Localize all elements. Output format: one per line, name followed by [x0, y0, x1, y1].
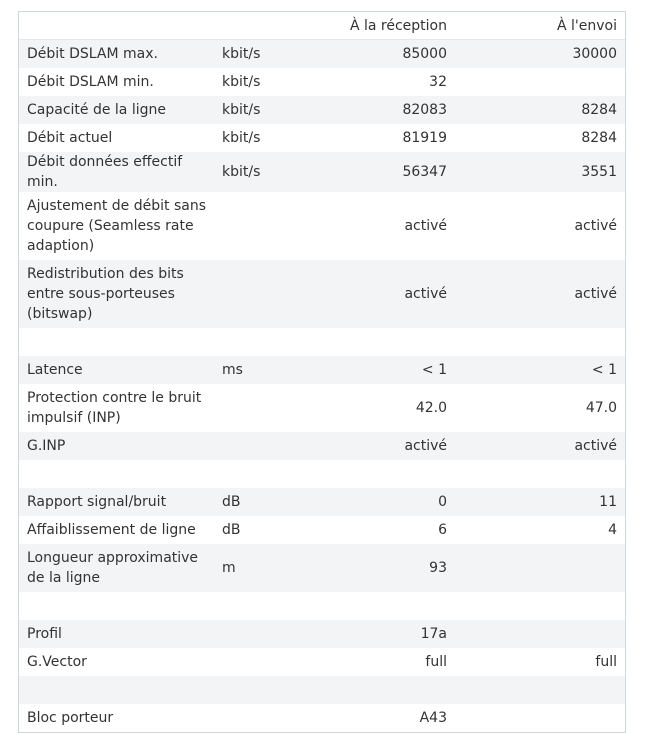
- row-unit: kbit/s: [214, 152, 289, 192]
- header-label: [19, 12, 214, 40]
- row-reception-value: A43: [289, 704, 455, 732]
- table-row: [19, 704, 625, 732]
- table-row: [19, 516, 625, 544]
- spacer-row: [19, 676, 625, 704]
- row-label: G.Vector: [19, 648, 214, 676]
- row-reception-value: 0: [289, 488, 455, 516]
- row-reception-value: [289, 460, 455, 488]
- table-row: [19, 432, 625, 460]
- row-envoi-value: activé: [455, 192, 625, 260]
- row-label: Profil: [19, 620, 214, 648]
- row-label: [19, 592, 214, 620]
- row-unit: kbit/s: [214, 124, 289, 152]
- row-reception-value: full: [289, 648, 455, 676]
- row-reception-value: 93: [289, 544, 455, 592]
- row-unit: kbit/s: [214, 96, 289, 124]
- row-unit: kbit/s: [214, 40, 289, 68]
- table-row: [19, 124, 625, 152]
- row-reception-value: 6: [289, 516, 455, 544]
- row-envoi-value: < 1: [455, 356, 625, 384]
- row-unit: [214, 592, 289, 620]
- spacer-row: [19, 592, 625, 620]
- row-label: [19, 460, 214, 488]
- row-envoi-value: 11: [455, 488, 625, 516]
- row-envoi-value: [455, 68, 625, 96]
- row-reception-value: 32: [289, 68, 455, 96]
- row-unit: m: [214, 544, 289, 592]
- row-reception-value: < 1: [289, 356, 455, 384]
- table-row: [19, 356, 625, 384]
- row-envoi-value: [455, 704, 625, 732]
- table-row: [19, 620, 625, 648]
- row-label: Longueur approximative de la ligne: [19, 544, 214, 592]
- row-unit: ms: [214, 356, 289, 384]
- row-reception-value: 85000: [289, 40, 455, 68]
- row-reception-value: 42.0: [289, 384, 455, 432]
- row-reception-value: activé: [289, 432, 455, 460]
- row-unit: [214, 460, 289, 488]
- row-reception-value: [289, 676, 455, 704]
- row-reception-value: 81919: [289, 124, 455, 152]
- row-label: Redistribution des bits entre sous-porteuses (bitswap): [19, 260, 214, 328]
- row-unit: [214, 192, 289, 260]
- row-unit: dB: [214, 516, 289, 544]
- row-unit: dB: [214, 488, 289, 516]
- row-label: Rapport signal/bruit: [19, 488, 214, 516]
- row-label: Débit données effectif min.: [19, 152, 214, 192]
- row-envoi-value: 4: [455, 516, 625, 544]
- row-envoi-value: activé: [455, 432, 625, 460]
- row-label: Bloc porteur: [19, 704, 214, 732]
- row-reception-value: [289, 328, 455, 356]
- spacer-row: [19, 460, 625, 488]
- row-envoi-value: [455, 460, 625, 488]
- table-row: [19, 40, 625, 68]
- table-row: [19, 648, 625, 676]
- row-unit: kbit/s: [214, 68, 289, 96]
- row-reception-value: activé: [289, 260, 455, 328]
- row-label: [19, 676, 214, 704]
- row-envoi-value: [455, 620, 625, 648]
- row-envoi-value: [455, 328, 625, 356]
- header-envoi: À l'envoi: [455, 12, 625, 40]
- dsl-info-panel: [18, 11, 626, 733]
- row-label: Protection contre le bruit impulsif (INP): [19, 384, 214, 432]
- row-envoi-value: [455, 592, 625, 620]
- row-envoi-value: activé: [455, 260, 625, 328]
- row-envoi-value: 3551: [455, 152, 625, 192]
- dsl-info-table: [19, 12, 625, 732]
- table-row: [19, 68, 625, 96]
- row-envoi-value: 47.0: [455, 384, 625, 432]
- table-header-row: [19, 12, 625, 40]
- row-reception-value: 82083: [289, 96, 455, 124]
- table-row: [19, 192, 625, 260]
- table-row: [19, 544, 625, 592]
- row-unit: [214, 432, 289, 460]
- row-reception-value: 17a: [289, 620, 455, 648]
- table-row: [19, 96, 625, 124]
- header-reception: À la réception: [289, 12, 455, 40]
- row-label: Ajustement de débit sans coupure (Seamless rate adaption): [19, 192, 214, 260]
- row-reception-value: 56347: [289, 152, 455, 192]
- row-reception-value: activé: [289, 192, 455, 260]
- row-unit: [214, 704, 289, 732]
- header-unit: [214, 12, 289, 40]
- row-label: Débit DSLAM max.: [19, 40, 214, 68]
- row-envoi-value: 8284: [455, 124, 625, 152]
- spacer-row: [19, 328, 625, 356]
- row-envoi-value: 8284: [455, 96, 625, 124]
- row-unit: [214, 676, 289, 704]
- row-label: Capacité de la ligne: [19, 96, 214, 124]
- row-unit: [214, 328, 289, 356]
- row-label: Affaiblissement de ligne: [19, 516, 214, 544]
- table-row: [19, 488, 625, 516]
- row-label: Débit DSLAM min.: [19, 68, 214, 96]
- row-unit: [214, 648, 289, 676]
- row-envoi-value: [455, 676, 625, 704]
- row-label: Latence: [19, 356, 214, 384]
- row-unit: [214, 260, 289, 328]
- row-unit: [214, 384, 289, 432]
- row-label: Débit actuel: [19, 124, 214, 152]
- row-envoi-value: 30000: [455, 40, 625, 68]
- row-label: G.INP: [19, 432, 214, 460]
- table-row: [19, 152, 625, 192]
- row-unit: [214, 620, 289, 648]
- row-reception-value: [289, 592, 455, 620]
- row-envoi-value: [455, 544, 625, 592]
- table-row: [19, 384, 625, 432]
- row-label: [19, 328, 214, 356]
- row-envoi-value: full: [455, 648, 625, 676]
- table-row: [19, 260, 625, 328]
